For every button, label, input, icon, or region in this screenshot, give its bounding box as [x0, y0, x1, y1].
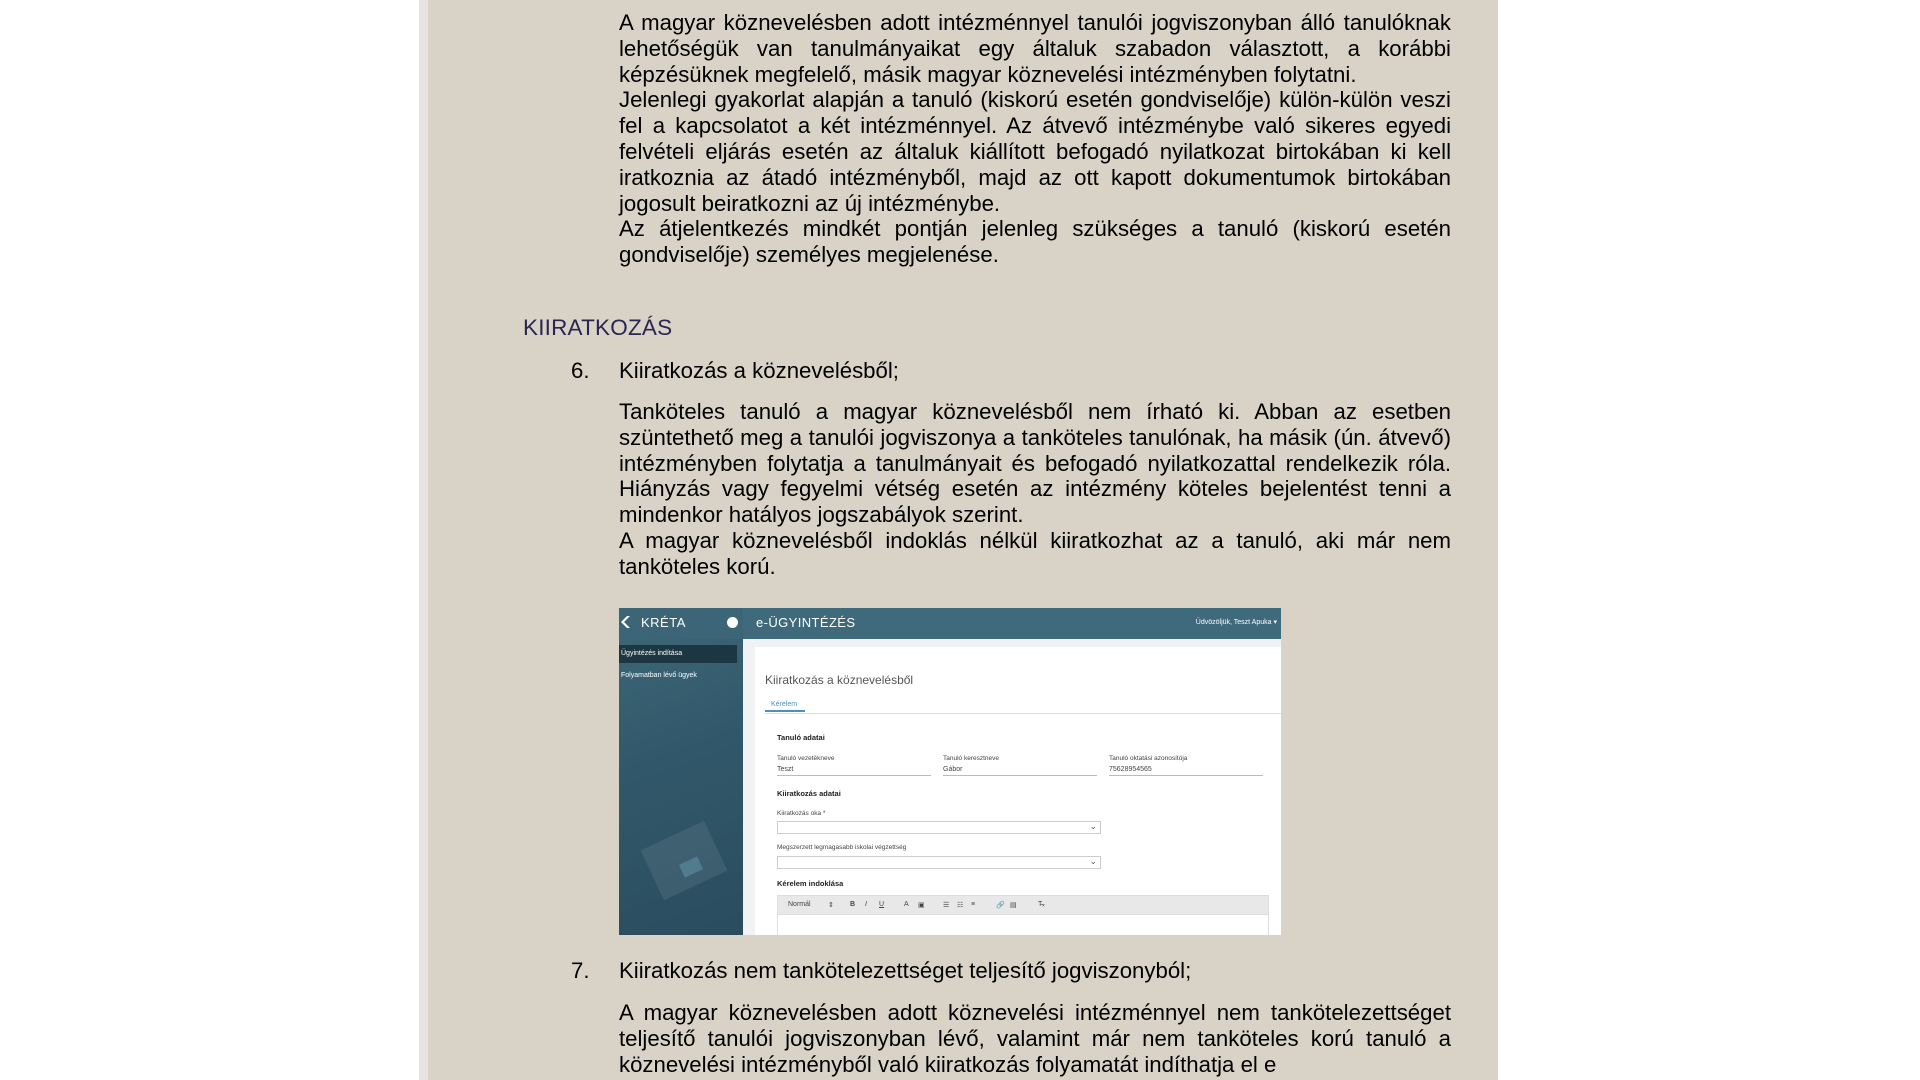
kreta-logo-icon — [621, 616, 630, 628]
student-id-label: Tanuló oktatási azonosítója — [1109, 755, 1188, 762]
app-title: e-ÜGYINTÉZÉS — [756, 615, 856, 630]
text-color-icon[interactable]: A — [904, 901, 909, 908]
underline-icon[interactable]: U — [879, 901, 885, 908]
item-7-paragraph: A magyar köznevelésben adott köznevelési intézménnyel nem tankötelezettséget teljesítő tanulói jogviszonyban lévő, valamint már nem tanköteles korú tanuló a köznevelési intézményből való kiiratkozás folyamatát indíthatja el e — [619, 1000, 1451, 1077]
tab-divider — [765, 713, 1281, 714]
justification-editor[interactable] — [777, 914, 1269, 935]
item-6-paragraph-2: A magyar köznevelésből indoklás nélkül kiiratkozhat az a tanuló, aki már nem tanköteles korú. — [619, 527, 1451, 579]
status-dot-icon — [727, 617, 738, 628]
format-select[interactable]: Normál — [788, 901, 811, 908]
lastname-field[interactable]: Teszt — [777, 766, 931, 776]
reason-label: Kiiratkozás oka * — [777, 810, 826, 817]
format-chevron-icon: ⇕ — [828, 902, 834, 909]
italic-icon[interactable]: I — [865, 901, 867, 908]
bullet-list-icon[interactable]: ☷ — [957, 902, 964, 909]
sidebar-item-start[interactable]: Ügyintézés indítása — [619, 645, 737, 663]
intro-paragraph-1: A magyar köznevelésben adott intézménnyel tanulói jogviszonyban álló tanulóknak lehetőségük van tanulmányaikat egy általuk szabadon választott, a korábbi képzésüknek megfelelő, másik magyar köznevelési intézményben folytatni. — [619, 10, 1451, 87]
editor-toolbar — [777, 895, 1269, 915]
app-topbar — [743, 608, 1281, 639]
item-7-text — [619, 1000, 1451, 1077]
document-page — [428, 0, 1498, 1080]
bold-icon[interactable]: B — [850, 901, 856, 908]
firstname-field[interactable]: Gábor — [943, 766, 1097, 776]
form-title: Kiiratkozás a köznevelésből — [765, 673, 914, 687]
reason-select[interactable] — [777, 821, 1101, 834]
lastname-label: Tanuló vezetékneve — [777, 755, 835, 762]
chevron-down-icon: ⌄ — [1089, 856, 1097, 866]
student-section-title: Tanuló adatai — [777, 733, 825, 742]
chevron-down-icon: ⌄ — [1089, 821, 1097, 831]
item-6-paragraph-1: Tanköteles tanuló a magyar köznevelésből nem írható ki. Abban az esetben szüntethető meg a tanulói jogviszonya a tanköteles tanulónak, ha másik (ún. átvevő) intézményben folytatja a tanulmányait és befogadó nyilatkozattal rendelkezik róla. Hiányzás vagy fegyelmi vétség esetén az intézmény köteles bejelentést tenni a mindenkor hatályos jogszabályok szerint. — [619, 399, 1451, 528]
sidebar-item-ongoing[interactable]: Folyamatban lévő ügyek — [621, 672, 697, 679]
app-sidebar — [619, 608, 743, 935]
item-6-number: 6. — [571, 358, 590, 383]
section-heading: KIIRATKOZÁS — [523, 315, 673, 340]
link-icon[interactable]: 🔗 — [996, 902, 1005, 909]
align-icon[interactable]: ≡ — [971, 901, 976, 908]
sidebar-header — [619, 608, 743, 639]
user-menu[interactable]: Üdvözöljük, Teszt Apuka ▾ — [1195, 619, 1277, 626]
item-6-text — [619, 399, 1451, 580]
page-left-edge — [419, 0, 428, 1080]
image-icon[interactable]: ▤ — [1010, 902, 1017, 909]
withdrawal-section-title: Kiiratkozás adatai — [777, 789, 841, 798]
brand-name: KRÉTA — [641, 615, 686, 630]
item-7-title: Kiiratkozás nem tankötelezettséget teljesítő jogviszonyból; — [619, 958, 1192, 983]
intro-text — [619, 10, 1451, 268]
embedded-screenshot — [619, 608, 1281, 935]
intro-paragraph-3: Az átjelentkezés mindkét pontján jelenleg szükséges a tanuló (kiskorú esetén gondviselője) személyes megjelenése. — [619, 216, 1451, 268]
intro-paragraph-2: Jelenlegi gyakorlat alapján a tanuló (kiskorú esetén gondviselője) külön-külön veszi fel a kapcsolatot a két intézménnyel. Az átvevő intézménybe való sikeres egyedi felvételi eljárás esetén az általuk kiállított befogadó nyilatkozat birtokában ki kell iratkoznia az átadó intézményből, majd az ott kapott dokumentumok birtokában jogosult beiratkozni az új intézménybe. — [619, 87, 1451, 216]
background-color-icon[interactable]: ▣ — [918, 902, 925, 909]
firstname-label: Tanuló keresztneve — [943, 755, 1000, 762]
item-7-number: 7. — [571, 958, 590, 983]
education-select[interactable] — [777, 856, 1101, 869]
clear-format-icon[interactable]: T̶ₓ — [1038, 901, 1045, 908]
ordered-list-icon[interactable]: ☰ — [943, 902, 950, 909]
student-id-field[interactable]: 75628954565 — [1109, 766, 1263, 776]
education-label: Megszerzett legmagasabb iskolai végzettség — [777, 844, 907, 851]
justification-section-title: Kérelem indoklása — [777, 879, 844, 888]
tab-request[interactable]: Kérelem — [765, 701, 805, 712]
sidebar-background-image — [641, 821, 728, 900]
item-6-title: Kiiratkozás a köznevelésből; — [619, 358, 899, 383]
